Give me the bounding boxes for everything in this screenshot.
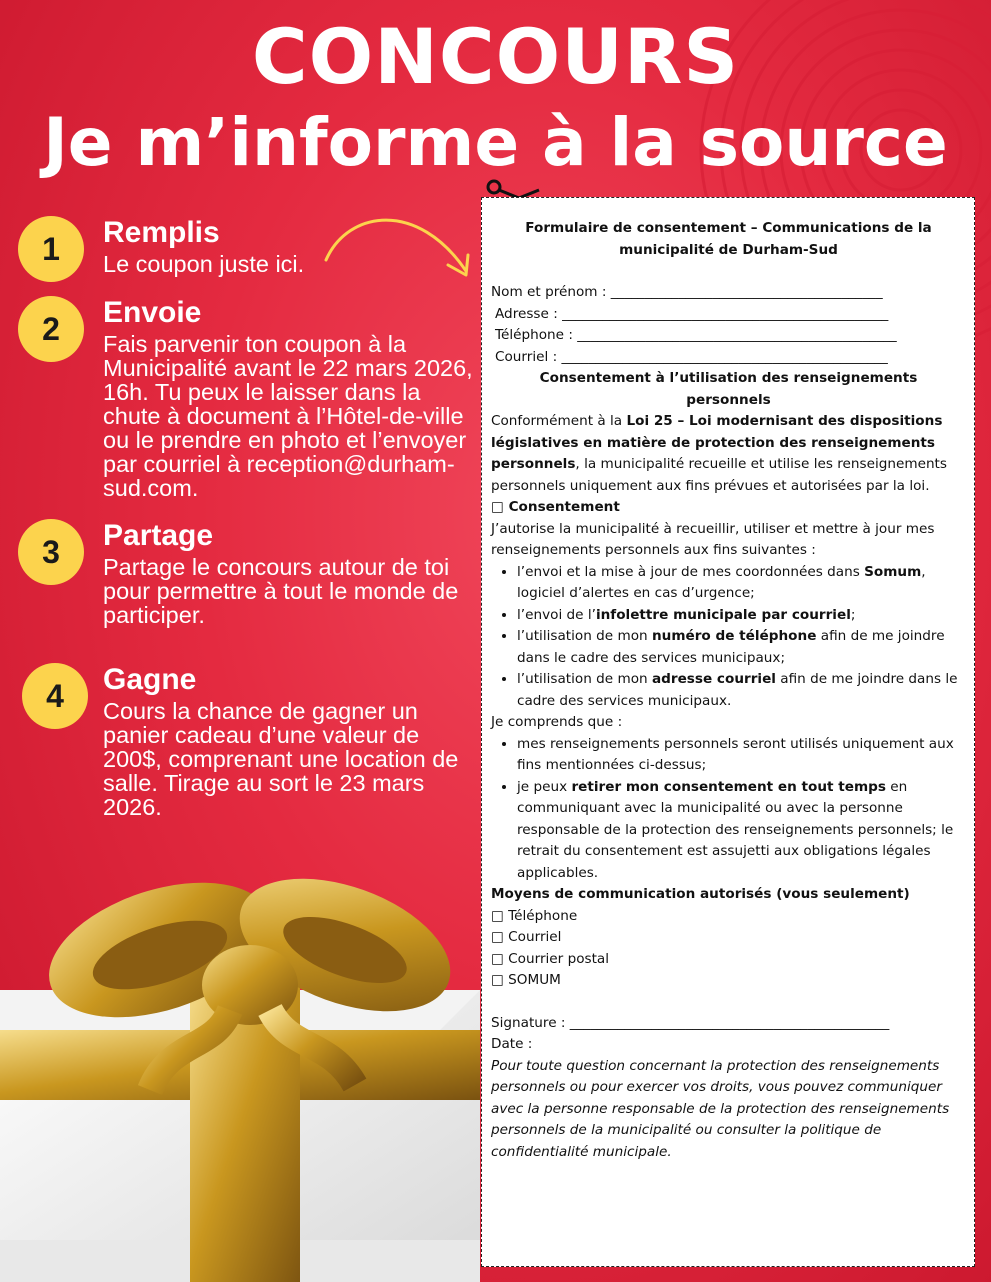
means-somum-checkbox[interactable]: □ SOMUM <box>491 972 561 988</box>
list-item: • l’envoi et la mise à jour de mes coordonnées dans Somum, logiciel d’alertes en cas d’urgence; <box>517 562 966 605</box>
step-number-badge: 4 <box>22 663 88 729</box>
list-item: • je peux retirer mon consentement en tout temps en communiquant avec la municipalité ou avec la personne responsable de la protection des renseignements personnels; le retrait du consentement est assujetti aux obligations légales applicables. <box>517 777 966 885</box>
list-item: • l’utilisation de mon numéro de téléphone afin de me joindre dans le cadre des services municipaux; <box>517 626 966 669</box>
step-title: Envoie <box>103 296 202 329</box>
step-text: Cours la chance de gagner un panier cadeau d’une valeur de 200$, comprenant une location de salle. Tirage au sort le 23 mars 2026. <box>103 698 459 820</box>
step-text: Partage le concours autour de toi pour permettre à tout le monde de participer. <box>103 554 459 628</box>
step-number-badge: 2 <box>18 296 84 362</box>
means-heading: Moyens de communication autorisés (vous seulement) <box>491 886 910 902</box>
means-mail-checkbox[interactable]: □ Courrier postal <box>491 950 610 967</box>
step-title: Remplis <box>103 216 220 249</box>
step-title: Partage <box>103 519 214 552</box>
signature-field[interactable]: Signature : _______________________________________________ <box>491 1014 890 1031</box>
curved-arrow-icon <box>318 205 478 285</box>
authorize-text: J’autorise la municipalité à recueillir, utiliser et mettre à jour mes renseignements personnels aux fins suivantes : <box>491 520 935 558</box>
consent-heading: Consentement à l’utilisation des renseignements personnels <box>539 370 918 408</box>
list-item: • l’utilisation de mon adresse courriel afin de me joindre dans le cadre des services municipaux. <box>517 669 966 712</box>
privacy-footer: Pour toute question concernant la protection des renseignements personnels ou pour exercer vos droits, vous pouvez communiquer avec la personne responsable de la protection des renseignements personnels de la municipalité ou consulter la politique de confidentialité municipale. <box>491 1057 950 1160</box>
means-phone-checkbox[interactable]: □ Téléphone <box>491 907 578 924</box>
gift-box-illustration <box>0 860 540 1282</box>
phone-field[interactable]: Téléphone : _______________________________________________ <box>495 327 897 343</box>
understand-list <box>491 734 966 885</box>
form-title: Formulaire de consentement – Communications de la municipalité de Durham-Sud <box>525 220 932 258</box>
email-field[interactable]: Courriel : ________________________________________________ <box>495 348 888 365</box>
consent-form-coupon <box>481 197 975 1267</box>
step-number-badge: 1 <box>18 216 84 282</box>
purposes-list <box>491 562 966 713</box>
name-field[interactable]: Nom et prénom : ________________________________________ <box>491 284 883 300</box>
headline-subtitle: Je m’informe à la source <box>43 104 948 181</box>
date-field[interactable]: Date : <box>491 1036 533 1052</box>
means-email-checkbox[interactable]: □ Courriel <box>491 929 562 945</box>
list-item: • l’envoi de l’infolettre municipale par courriel; <box>517 605 966 627</box>
address-field[interactable]: Adresse : ________________________________________________ <box>495 305 889 322</box>
consent-checkbox[interactable]: □ Consentement <box>491 499 620 515</box>
headline-concours: CONCOURS <box>251 12 740 101</box>
law-intro: Conformément à la Loi 25 – Loi modernisant des dispositions législatives en matière de protection des renseignements personnels, la municipalité recueille et utilise les renseignements personnels uniquement aux fins prévues et autorisées par la loi. <box>491 413 947 494</box>
list-item: • mes renseignements personnels seront utilisés uniquement aux fins mentionnées ci-dessus; <box>517 734 966 777</box>
step-number-badge: 3 <box>18 519 84 585</box>
step-text: Le coupon juste ici. <box>103 251 305 277</box>
understand-intro: Je comprends que : <box>491 714 623 730</box>
step-title: Gagne <box>103 663 197 696</box>
step-text: Fais parvenir ton coupon à la Municipalité avant le 22 mars 2026, 16h. Tu peux le laisser dans la chute à document à l’Hôtel-de-ville ou le prendre en photo et l’envoyer par courriel à reception@durham-sud.com. <box>103 331 473 501</box>
